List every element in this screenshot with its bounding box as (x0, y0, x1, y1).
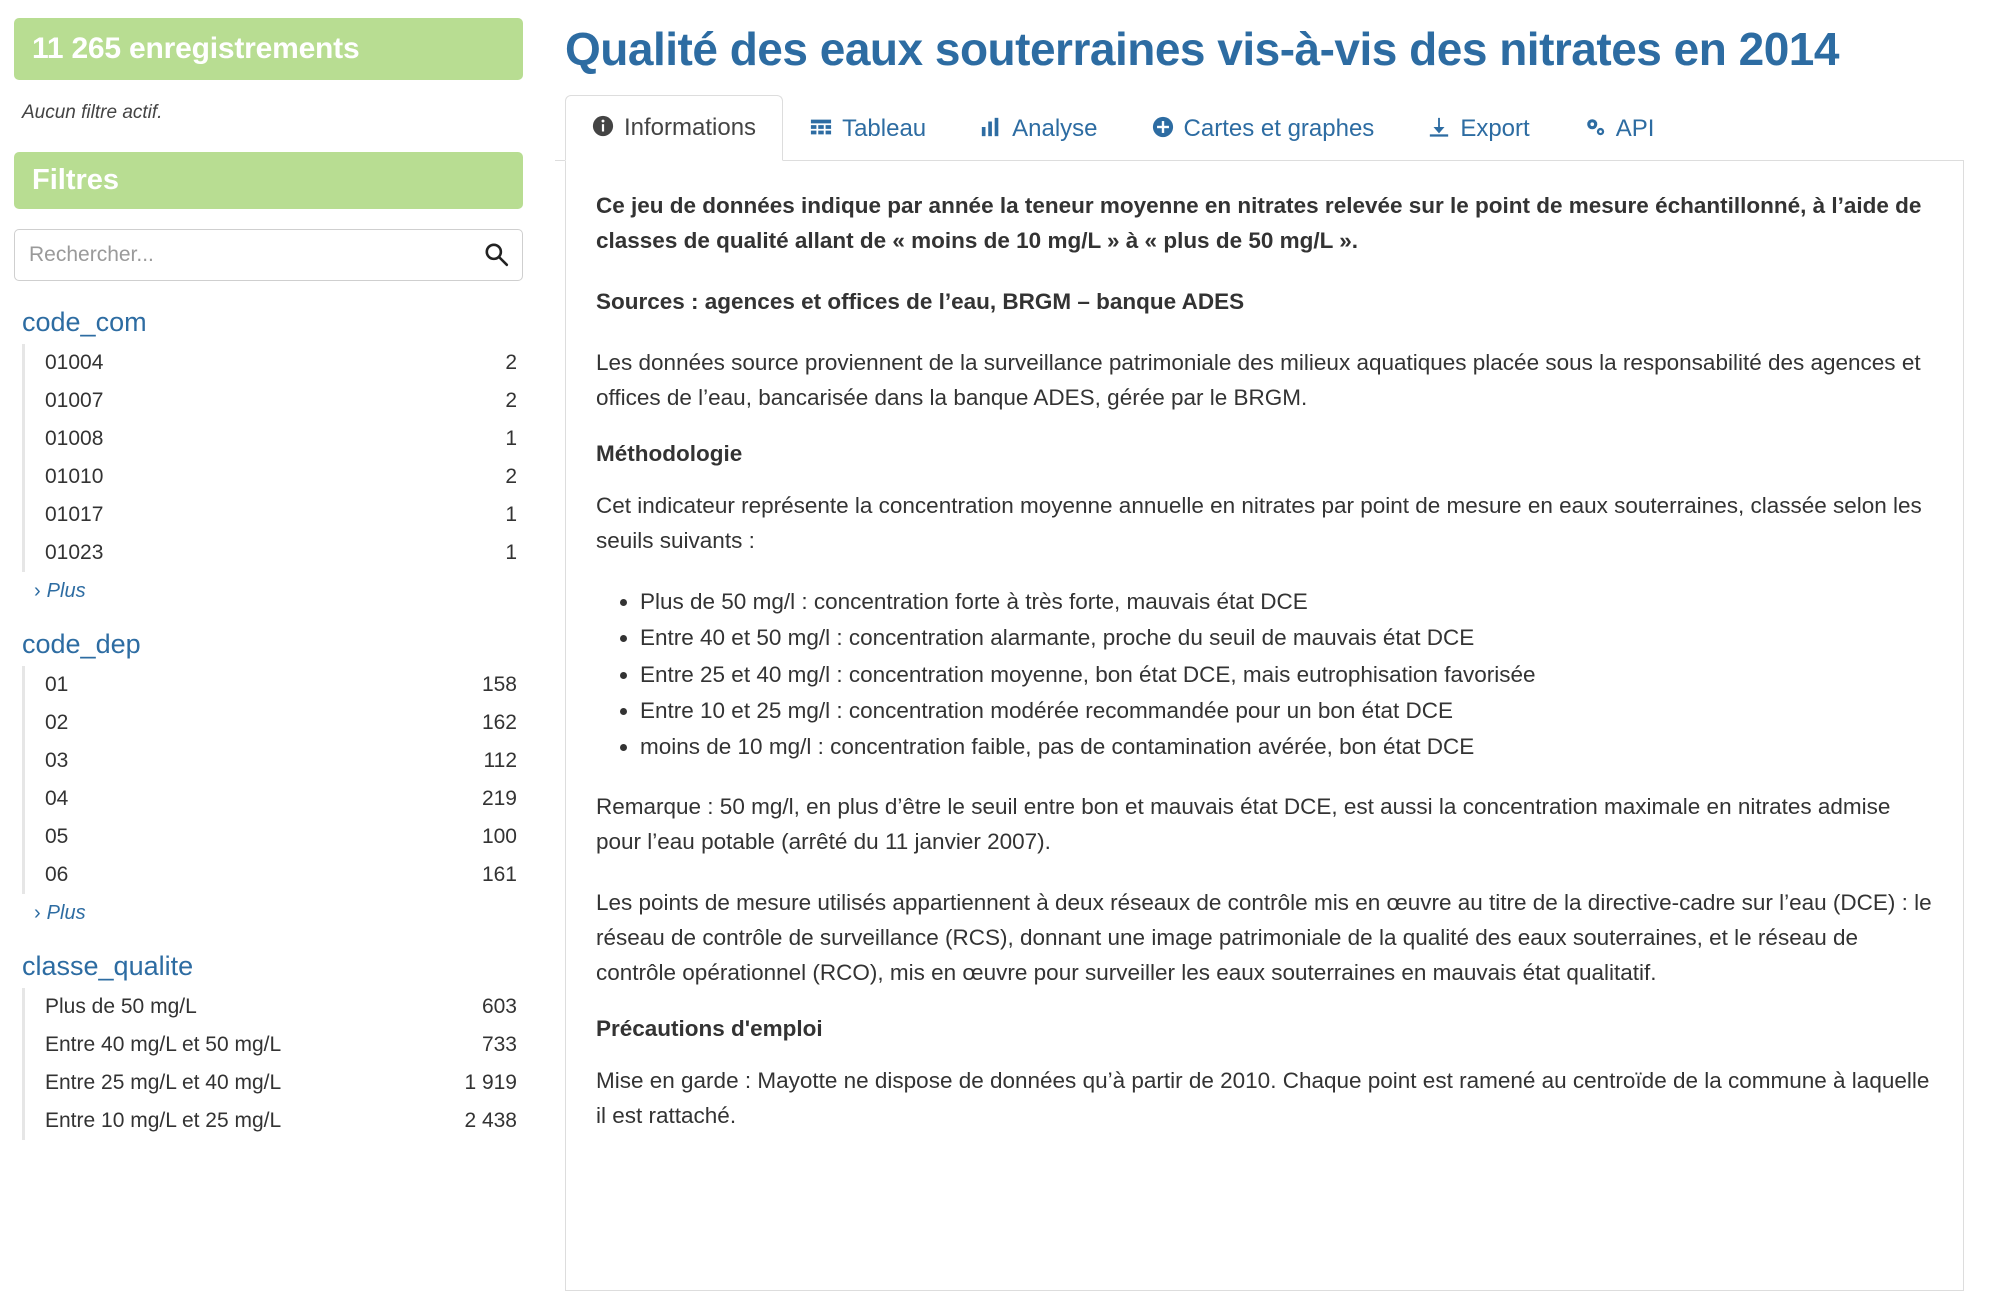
threshold-item: • Entre 10 et 25 mg/l : concentration modérée recommandée pour un bon état DCE (640, 694, 1933, 728)
facet-item-count: 100 (481, 825, 517, 848)
tab-informations[interactable] (565, 95, 783, 161)
facet-item[interactable] (22, 496, 523, 534)
facet-item-label: 05 (45, 825, 69, 848)
gears-icon (1584, 116, 1606, 142)
tab-api[interactable] (1557, 96, 1682, 161)
facet-item[interactable] (22, 988, 523, 1026)
facet-item[interactable] (22, 420, 523, 458)
tab-label: Informations (624, 114, 757, 141)
facet-item-label: 01023 (45, 541, 104, 564)
main-content (545, 0, 1994, 1312)
facet-item-label: 02 (45, 711, 69, 734)
facet-item[interactable] (22, 1064, 523, 1102)
facet-item-count: 1 (505, 541, 517, 564)
facet-item-label: Plus de 50 mg/L (45, 995, 197, 1018)
facet-item[interactable] (22, 704, 523, 742)
facet-item-label: 04 (45, 787, 69, 810)
informations-panel (565, 161, 1964, 1291)
facet-item-count: 2 438 (464, 1109, 517, 1132)
facet-item-count: 603 (481, 995, 517, 1018)
facet-item-label: 03 (45, 749, 69, 772)
facet-item[interactable] (22, 818, 523, 856)
facet-item-count: 2 (505, 465, 517, 488)
chevron-right-icon: › (34, 902, 41, 924)
dataset-description: Ce jeu de données indique par année la teneur moyenne en nitrates relevée sur le point de mesure échantillonné, à l’aide de classes de qualité allant de « moins de 10 mg/L » à « plus de 50 mg/L ». (596, 193, 1922, 253)
facet-item-label: 01 (45, 673, 69, 696)
facet-item-label: 01010 (45, 465, 104, 488)
facet-item[interactable] (22, 344, 523, 382)
table-icon (810, 116, 832, 142)
chevron-right-icon: › (34, 580, 41, 602)
facet-more-link[interactable] (34, 580, 523, 603)
tab-label: Export (1460, 115, 1530, 142)
facet-item[interactable] (22, 856, 523, 894)
facet-item-label: 01017 (45, 503, 104, 526)
facet-item-count: 112 (483, 749, 517, 772)
facet-item[interactable] (22, 780, 523, 818)
facet-item[interactable] (22, 1026, 523, 1064)
info-icon (592, 115, 614, 141)
tab-label: Analyse (1012, 115, 1098, 142)
threshold-item: • Plus de 50 mg/l : concentration forte à très forte, mauvais état DCE (640, 585, 1933, 619)
facet-more-link[interactable] (34, 902, 523, 925)
facet-code_com (14, 307, 523, 603)
threshold-item: • Entre 25 et 40 mg/l : concentration moyenne, bon état DCE, mais eutrophisation favorisée (640, 658, 1933, 692)
facet-code_dep (14, 629, 523, 925)
facet-values (14, 666, 523, 894)
tab-label: API (1615, 115, 1655, 142)
facet-item-count: 2 (505, 351, 517, 374)
search-input[interactable] (14, 229, 523, 281)
tab-bar (555, 94, 1964, 161)
facet-item[interactable] (22, 666, 523, 704)
facet-more-label: Plus (46, 580, 86, 602)
methodology-heading: Méthodologie (596, 441, 743, 467)
facet-item[interactable] (22, 534, 523, 572)
threshold-item: • Entre 40 et 50 mg/l : concentration alarmante, proche du seuil de mauvais état DCE (640, 621, 1933, 655)
active-filter-status: Aucun filtre actif. (22, 102, 163, 123)
precautions-paragraph: Mise en garde : Mayotte ne dispose de données qu’à partir de 2010. Chaque point est ramené au centroïde de la commune à laquelle il est rattaché. (596, 1068, 1930, 1129)
facet-item-label: 01008 (45, 427, 104, 450)
networks-paragraph: Les points de mesure utilisés appartiennent à deux réseaux de contrôle mis en œuvre au titre de la directive-cadre sur l’eau (DCE) : le réseau de contrôle de surveillance (RCS), donnant une image patrimoniale de la qualité des eaux souterraines, et le réseau de contrôle opérationnel (RCO), mis en œuvre pour surveiller les eaux souterraines en mauvais état qualitatif. (596, 889, 1932, 985)
facet-item-label: 01004 (45, 351, 104, 374)
threshold-list (596, 585, 1933, 764)
facet-item-count: 1 (505, 503, 517, 526)
facet-classe_qualite (14, 951, 523, 1140)
facet-item-count: 1 919 (464, 1071, 517, 1094)
facet-more-label: Plus (46, 902, 86, 924)
plus-circle-icon (1152, 116, 1174, 142)
remark-paragraph: Remarque : 50 mg/l, en plus d’être le seuil entre bon et mauvais état DCE, est aussi la concentration maximale en nitrates admise pour l’eau potable (arrêté du 11 janvier 2007). (596, 794, 1891, 854)
tab-cartes-et-graphes[interactable] (1125, 96, 1402, 161)
facet-values (14, 988, 523, 1140)
facet-item-count: 162 (481, 711, 517, 734)
facet-item-label: Entre 40 mg/L et 50 mg/L (45, 1033, 282, 1056)
facet-title: code_dep (22, 629, 141, 659)
precautions-heading: Précautions d'emploi (596, 1016, 823, 1042)
threshold-item: • moins de 10 mg/l : concentration faible, pas de contamination avérée, bon état DCE (640, 730, 1933, 764)
facet-item[interactable] (22, 742, 523, 780)
dataset-sources: Sources : agences et offices de l’eau, BRGM – banque ADES (596, 288, 1245, 314)
facet-item[interactable] (22, 458, 523, 496)
facet-title: classe_qualite (22, 951, 194, 981)
tab-analyse[interactable] (953, 96, 1124, 161)
page-title: Qualité des eaux souterraines vis-à-vis des nitrates en 2014 (565, 23, 1839, 75)
facet-item-label: Entre 25 mg/L et 40 mg/L (45, 1071, 282, 1094)
tab-export[interactable] (1401, 96, 1556, 161)
facet-search[interactable] (14, 229, 523, 281)
download-icon (1428, 116, 1450, 142)
tab-label: Tableau (842, 115, 927, 142)
facet-item-label: Entre 10 mg/L et 25 mg/L (45, 1109, 282, 1132)
facet-item-label: 06 (45, 863, 69, 886)
facet-item-count: 2 (505, 389, 517, 412)
records-count-banner: 11 265 enregistrements (14, 18, 523, 80)
tab-label: Cartes et graphes (1183, 115, 1375, 142)
facet-item-count: 219 (481, 787, 517, 810)
source-paragraph: Les données source proviennent de la surveillance patrimoniale des milieux aquatiques placée sous la responsabilité des agences et offices de l’eau, bancarisée dans la banque ADES, gérée par le BRGM. (596, 349, 1921, 410)
methodology-intro: Cet indicateur représente la concentration moyenne annuelle en nitrates par point de mesure en eaux souterraines, classée selon les seuils suivants : (596, 493, 1922, 554)
filters-header: Filtres (14, 152, 523, 209)
facet-item[interactable] (22, 1102, 523, 1140)
facet-values (14, 344, 523, 572)
facet-item-count: 1 (505, 427, 517, 450)
facet-item-label: 01007 (45, 389, 104, 412)
facet-list-container (14, 307, 523, 1140)
facet-item-count: 161 (481, 863, 517, 886)
sidebar (0, 0, 545, 1312)
facet-title: code_com (22, 307, 147, 337)
facet-item-count: 733 (481, 1033, 517, 1056)
chart-bar-icon (980, 116, 1002, 142)
facet-item-count: 158 (481, 673, 517, 696)
tab-tableau[interactable] (783, 96, 953, 161)
facet-item[interactable] (22, 382, 523, 420)
